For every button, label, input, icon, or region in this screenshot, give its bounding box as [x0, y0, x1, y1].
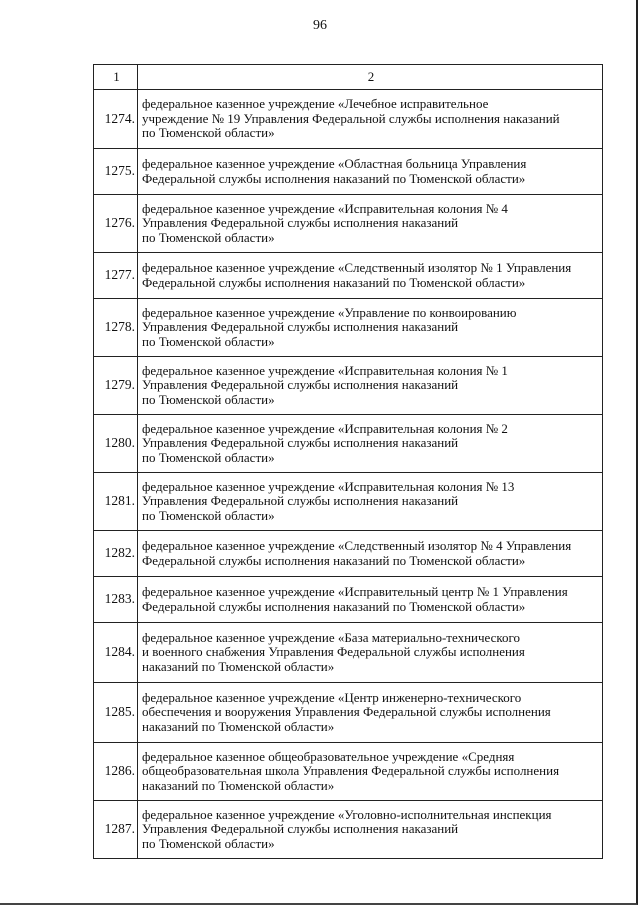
- institution-name: [138, 299, 603, 357]
- institution-name-line: федеральное казенное учреждение «Областная больница Управления: [142, 156, 527, 171]
- institution-name-line: по Тюменской области»: [142, 229, 275, 245]
- institution-name-line: по Тюменской области»: [142, 835, 275, 851]
- table-row: [94, 683, 603, 743]
- institution-name-line: федеральное казенное учреждение «Исправительный центр № 1 Управления: [142, 584, 568, 599]
- row-number: 1275.: [94, 149, 138, 195]
- row-number: 1279.: [94, 357, 138, 415]
- table-row: [94, 531, 603, 577]
- table-row: [94, 623, 603, 683]
- institution-name-line: федеральное казенное учреждение «Следственный изолятор № 4 Управления: [142, 538, 572, 553]
- institution-name-line: федеральное казенное учреждение «Центр инженерно-технического: [142, 689, 522, 705]
- page-number: 96: [313, 18, 327, 33]
- institution-name: [138, 90, 603, 149]
- institution-name: [138, 743, 603, 801]
- institution-name-line: и военного снабжения Управления Федеральной службы исполнения: [142, 644, 525, 660]
- institution-name-line: Управления Федеральной службы исполнения наказаний: [142, 821, 459, 837]
- institution-name-line: федеральное казенное учреждение «Лечебное исправительное: [142, 96, 489, 112]
- institution-name-line: Управления Федеральной службы исполнения наказаний: [142, 493, 459, 509]
- registry-table: [93, 64, 603, 859]
- institution-name-line: Управления Федеральной службы исполнения наказаний: [142, 319, 459, 335]
- table-header-row: [94, 65, 603, 90]
- institution-name-line: наказаний по Тюменской области»: [142, 777, 335, 793]
- institution-name-line: учреждение № 19 Управления Федеральной службы исполнения наказаний: [142, 110, 560, 126]
- institution-name-line: обеспечения и вооружения Управления Федеральной службы исполнения: [142, 704, 551, 720]
- row-number: 1284.: [94, 623, 138, 683]
- table-body: [94, 90, 603, 859]
- row-number: 1276.: [94, 195, 138, 253]
- table-row: [94, 357, 603, 415]
- institution-name-line: по Тюменской области»: [142, 391, 275, 407]
- institution-name-line: наказаний по Тюменской области»: [142, 718, 335, 734]
- institution-name: [138, 531, 603, 577]
- row-number: 1287.: [94, 801, 138, 859]
- row-number: 1285.: [94, 683, 138, 743]
- table-row: [94, 473, 603, 531]
- institution-name-line: федеральное казенное учреждение «Исправительная колония № 13: [142, 478, 515, 494]
- institution-name-line: федеральное казенное учреждение «Исправительная колония № 4: [142, 200, 508, 216]
- institution-name-line: по Тюменской области»: [142, 449, 275, 465]
- row-number: 1278.: [94, 299, 138, 357]
- institution-name-line: федеральное казенное учреждение «Исправительная колония № 2: [142, 420, 508, 436]
- column-header-name: 2: [138, 65, 603, 90]
- institution-name-line: Управления Федеральной службы исполнения наказаний: [142, 215, 459, 231]
- table-row: [94, 415, 603, 473]
- institution-name-line: Федеральной службы исполнения наказаний по Тюменской области»: [142, 598, 526, 614]
- row-number: 1283.: [94, 577, 138, 623]
- table-row: [94, 577, 603, 623]
- institution-name-line: Федеральной службы исполнения наказаний по Тюменской области»: [142, 170, 526, 186]
- institution-name-line: Управления Федеральной службы исполнения наказаний: [142, 435, 459, 451]
- institution-name-line: федеральное казенное общеобразовательное учреждение «Средняя: [142, 748, 515, 764]
- institution-name: [138, 415, 603, 473]
- institution-name: [138, 623, 603, 683]
- institution-name: [138, 149, 603, 195]
- table-row: [94, 149, 603, 195]
- row-number: 1282.: [94, 531, 138, 577]
- institution-name: [138, 195, 603, 253]
- institution-name-line: федеральное казенное учреждение «Следственный изолятор № 1 Управления: [142, 260, 572, 275]
- institution-name-line: федеральное казенное учреждение «Уголовно-исполнительная инспекция: [142, 806, 552, 822]
- institution-name-line: федеральное казенное учреждение «Исправительная колония № 1: [142, 362, 508, 378]
- institution-name-line: наказаний по Тюменской области»: [142, 658, 335, 674]
- institution-name: [138, 683, 603, 743]
- institution-name-line: Управления Федеральной службы исполнения наказаний: [142, 377, 459, 393]
- institution-name: [138, 473, 603, 531]
- row-number: 1281.: [94, 473, 138, 531]
- institution-name-line: Федеральной службы исполнения наказаний по Тюменской области»: [142, 274, 526, 290]
- institution-name-line: по Тюменской области»: [142, 333, 275, 349]
- institution-name-line: по Тюменской области»: [142, 125, 275, 141]
- institution-name-line: федеральное казенное учреждение «База материально-технического: [142, 629, 521, 645]
- row-number: 1277.: [94, 253, 138, 299]
- institution-name: [138, 357, 603, 415]
- institution-name-line: федеральное казенное учреждение «Управление по конвоированию: [142, 304, 517, 320]
- table-row: [94, 743, 603, 801]
- row-number: 1280.: [94, 415, 138, 473]
- institution-name: [138, 801, 603, 859]
- institution-name: [138, 253, 603, 299]
- column-header-number: 1: [94, 65, 138, 90]
- row-number: 1274.: [94, 90, 138, 149]
- table-row: [94, 90, 603, 149]
- table-row: [94, 253, 603, 299]
- row-number: 1286.: [94, 743, 138, 801]
- table-row: [94, 195, 603, 253]
- institution-name: [138, 577, 603, 623]
- table-row: [94, 801, 603, 859]
- table-row: [94, 299, 603, 357]
- institution-name-line: по Тюменской области»: [142, 507, 275, 523]
- institution-name-line: общеобразовательная школа Управления Федеральной службы исполнения: [142, 763, 560, 779]
- institution-name-line: Федеральной службы исполнения наказаний по Тюменской области»: [142, 552, 526, 568]
